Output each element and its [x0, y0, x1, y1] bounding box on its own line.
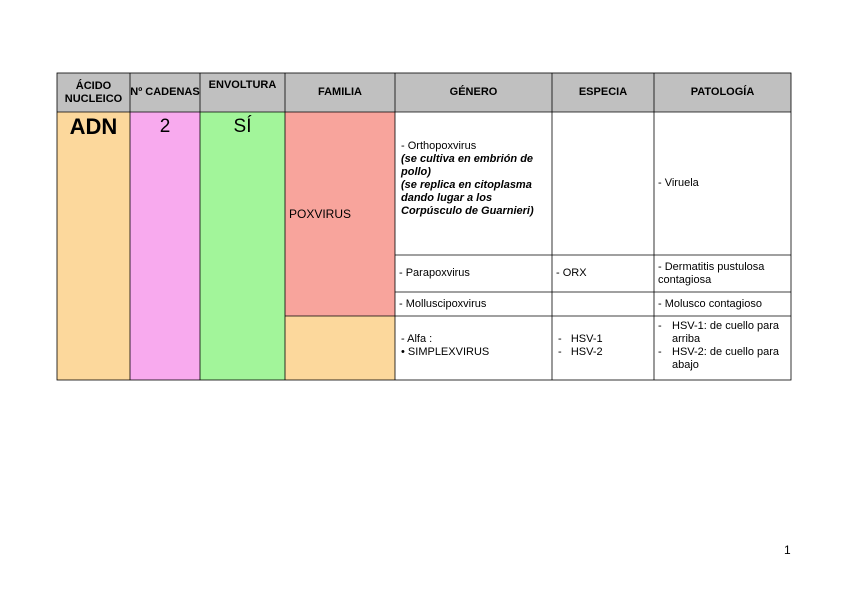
- genero-orthopox-cell: [395, 112, 552, 255]
- especia-alfa-cell: [552, 316, 654, 380]
- alfa-name: - Alfa :: [401, 333, 433, 345]
- header-acido-text: ÁCIDO NUCLEICO: [64, 79, 123, 105]
- alfa-especia2-item: - HSV-2: [558, 346, 603, 358]
- header-cadenas: [130, 73, 200, 112]
- alfa-pat1-item: - HSV-1: de cuello para arriba: [658, 320, 787, 346]
- header-especia: [552, 73, 654, 112]
- cadenas-value: 2: [159, 116, 171, 137]
- orthopox-patologia: - Viruela: [658, 177, 699, 189]
- familia-herpes-cell: [285, 316, 395, 380]
- genero-parapox-cell: [395, 255, 552, 292]
- alfa-pat2: HSV-2: de cuello para abajo: [672, 346, 780, 371]
- header-familia-text: FAMILIA: [318, 86, 362, 98]
- envoltura-cell: [200, 112, 285, 380]
- orthopox-name: - Orthopoxvirus: [401, 140, 477, 152]
- acido-cell: [57, 112, 130, 380]
- patologia-mollusci-cell: [654, 292, 791, 316]
- header-envoltura: [200, 73, 285, 112]
- alfa-simplex-item: • SIMPLEXVIRUS: [401, 346, 490, 358]
- orthopox-note1: (se cultiva en embrión de pollo): [401, 153, 534, 178]
- alfa-especia1-item: - HSV-1: [558, 333, 603, 345]
- mollusci-name: - Molluscipoxvirus: [399, 297, 487, 310]
- parapox-name: - Parapoxvirus: [399, 267, 470, 279]
- alfa-pat1: HSV-1: de cuello para arriba: [672, 320, 780, 345]
- genero-mollusci-cell: [395, 292, 552, 316]
- acido-value: ADN: [69, 114, 118, 139]
- alfa-especia1: HSV-1: [570, 333, 603, 345]
- header-patologia-text: PATOLOGÍA: [690, 86, 755, 98]
- cadenas-cell: [130, 112, 200, 380]
- familia-poxvirus: POXVIRUS: [289, 206, 352, 221]
- header-patologia: [654, 73, 791, 112]
- patologia-alfa-cell: [654, 316, 791, 380]
- parapox-patologia: - Dermatitis pustulosa contagiosa: [658, 260, 765, 286]
- patologia-orthopox-cell: [654, 112, 791, 255]
- header-genero-text: GÉNERO: [449, 86, 498, 98]
- parapox-especia: - ORX: [556, 267, 587, 279]
- header-acido: [57, 73, 130, 112]
- especia-parapox-cell: [552, 255, 654, 292]
- genero-alfa-cell: [395, 316, 552, 380]
- envoltura-value: SÍ: [233, 116, 252, 137]
- header-cadenas-text: Nº CADENAS: [130, 86, 200, 98]
- header-familia: [285, 73, 395, 112]
- orthopox-note2: (se replica en citoplasma dando lugar a los Corpúsculo de Guarnieri): [401, 179, 534, 217]
- patologia-parapox-cell: [654, 255, 791, 292]
- familia-poxvirus-cell: [285, 112, 395, 316]
- alfa-simplex: SIMPLEXVIRUS: [407, 346, 490, 358]
- alfa-pat2-item: - HSV-2: de cuello para abajo: [658, 346, 787, 372]
- header-especia-text: ESPECIA: [578, 86, 628, 98]
- page-number: 1: [784, 543, 791, 557]
- header-genero: [395, 73, 552, 112]
- mollusci-patologia: - Molusco contagioso: [658, 297, 762, 310]
- alfa-especia2: HSV-2: [570, 346, 603, 358]
- header-envoltura-text: ENVOLTURA: [208, 79, 277, 91]
